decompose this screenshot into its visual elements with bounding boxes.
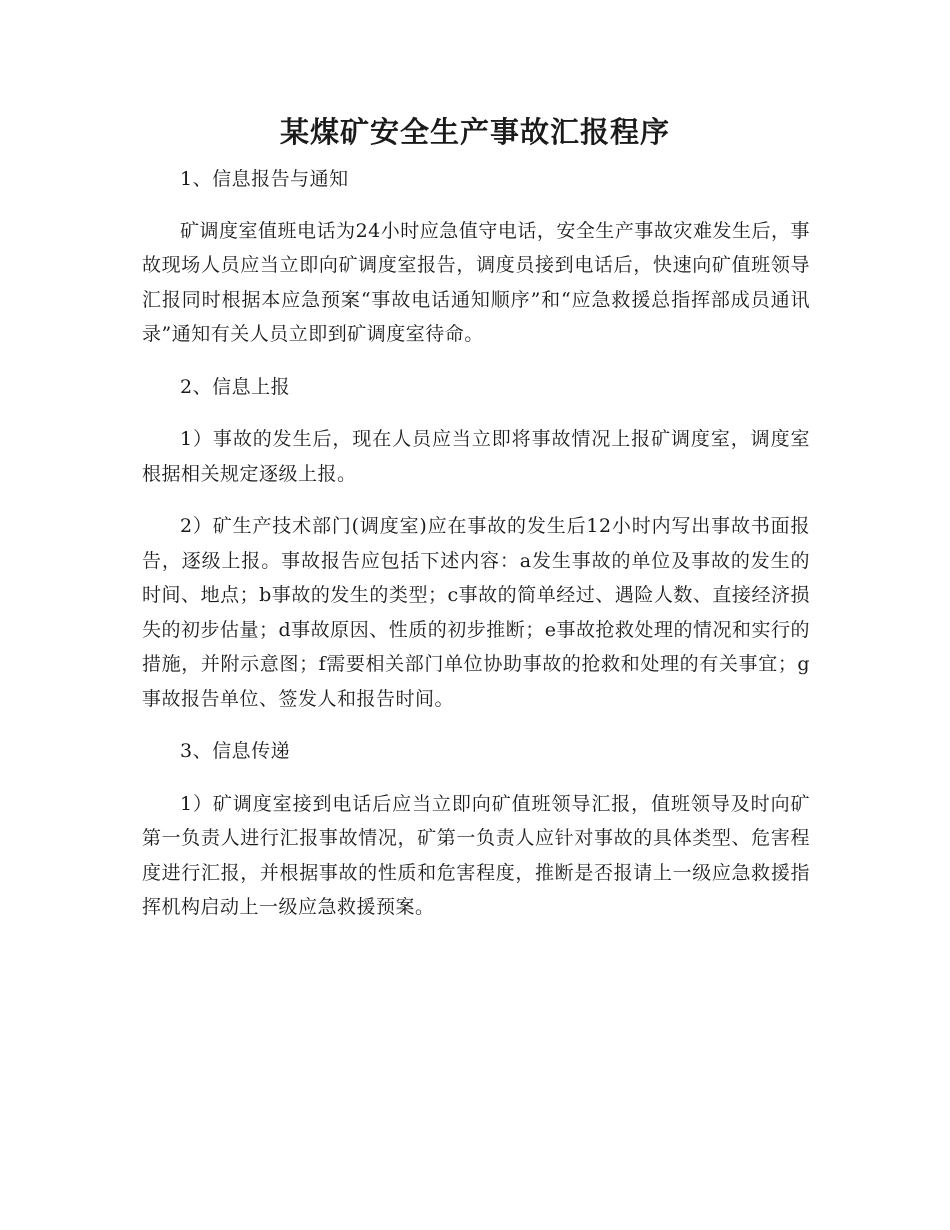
paragraph-notification: 矿调度室值班电话为24小时应急值守电话，安全生产事故灾难发生后，事故现场人员应当立即向矿调度室报告，调度员接到电话后，快速向矿值班领导汇报同时根据本应急预案“事故电话通知顺序”和“应急救援总指挥部成员通讯录”通知有关人员立即到矿调度室待命。 <box>142 219 810 345</box>
paragraph-transmission-1: 1）矿调度室接到电话后应当立即向矿值班领导汇报，值班领导及时向矿第一负责人进行汇报事故情况，矿第一负责人应针对事故的具体类型、危害程度进行汇报，并根据事故的性质和危害程度，推断是否报请上一级应急救援指挥机构启动上一级应急救援预案。 <box>142 792 810 918</box>
paragraph-report-2: 2）矿生产技术部门(调度室)应在事故的发生后12小时内写出事故书面报告，逐级上报。事故报告应包括下述内容：a发生事故的单位及事故的发生的时间、地点；b事故的发生的类型；c事故的简单经过、遇险人数、直接经济损失的初步估量；d事故原因、性质的初步推断；e事故抢救处理的情况和实行的措施，并附示意图；f需要相关部门单位协助事故的抢救和处理的有关事宜；g事故报告单位、签发人和报告时间。 <box>142 515 810 710</box>
section-heading-2: 2、信息上报 <box>180 375 291 398</box>
document-body <box>142 162 810 925</box>
section-heading-3: 3、信息传递 <box>180 740 291 762</box>
paragraph-report-1: 1）事故的发生后，现在人员应当立即将事故情况上报矿调度室，调度室根据相关规定逐级上报。 <box>142 428 810 485</box>
document-title: 某煤矿安全生产事故汇报程序 <box>279 115 670 149</box>
section-heading-1: 1、信息报告与通知 <box>180 168 349 190</box>
